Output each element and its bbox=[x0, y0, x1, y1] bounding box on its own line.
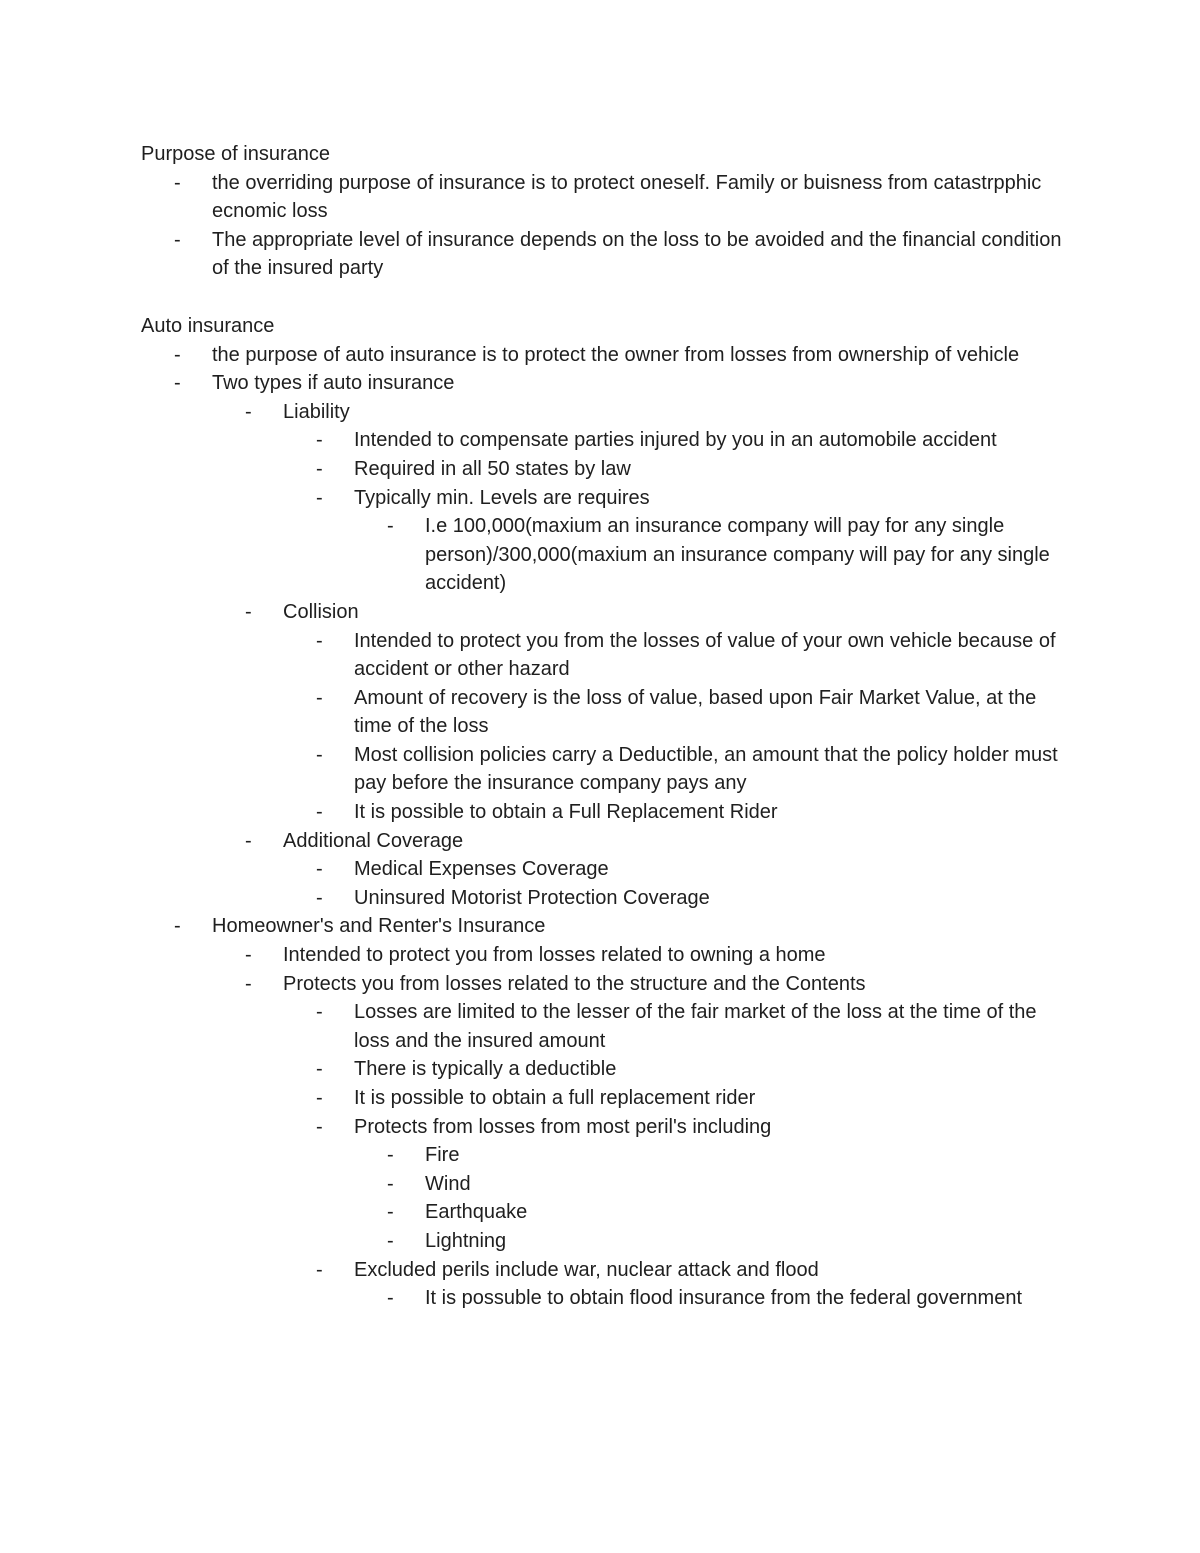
list-item bbox=[174, 912, 1071, 1312]
list-item-text: It is possuble to obtain flood insurance from the federal government bbox=[425, 1287, 1023, 1310]
bullet-list bbox=[283, 855, 1071, 912]
bullet-dash: - bbox=[245, 829, 252, 852]
list-item bbox=[316, 998, 1071, 1055]
list-item bbox=[387, 1170, 1071, 1199]
list-item bbox=[387, 512, 1071, 598]
list-item-text: Uninsured Motorist Protection Coverage bbox=[354, 886, 710, 909]
list-item-text: Two types if auto insurance bbox=[212, 372, 455, 395]
bullet-dash: - bbox=[316, 429, 323, 452]
bullet-dash: - bbox=[174, 171, 181, 194]
list-item-text: Excluded perils include war, nuclear attack and flood bbox=[354, 1258, 819, 1281]
bullet-dash: - bbox=[387, 1287, 394, 1310]
list-item-text: Liability bbox=[283, 400, 350, 423]
list-item-text: The appropriate level of insurance depends on the loss to be avoided and the financial condition of the insured party bbox=[212, 228, 1062, 280]
bullet-dash: - bbox=[387, 515, 394, 538]
bullet-dash: - bbox=[316, 1058, 323, 1081]
list-item-text: There is typically a deductible bbox=[354, 1058, 617, 1081]
bullet-dash: - bbox=[245, 600, 252, 623]
bullet-dash: - bbox=[316, 457, 323, 480]
bullet-dash: - bbox=[387, 1201, 394, 1224]
bullet-dash: - bbox=[174, 343, 181, 366]
list-item-text: Protects from losses from most peril's including bbox=[354, 1115, 772, 1138]
list-item bbox=[387, 1227, 1071, 1256]
list-item bbox=[174, 226, 1071, 283]
bullet-dash: - bbox=[316, 1087, 323, 1109]
bullet-list bbox=[212, 941, 1071, 1313]
bullet-dash: - bbox=[387, 1229, 394, 1252]
bullet-dash: - bbox=[316, 629, 323, 652]
list-item bbox=[316, 741, 1071, 798]
list-item-text: Most collision policies carry a Deductible, an amount that the policy holder must pay before the insurance company pays any bbox=[354, 743, 1058, 795]
list-item bbox=[245, 598, 1071, 827]
bullet-dash: - bbox=[174, 915, 181, 938]
list-item bbox=[316, 884, 1071, 913]
list-item bbox=[316, 1256, 1071, 1313]
list-item-text: Typically min. Levels are requires bbox=[354, 486, 650, 509]
bullet-dash: - bbox=[316, 743, 323, 766]
bullet-dash: - bbox=[316, 801, 323, 824]
list-item-text: Medical Expenses Coverage bbox=[354, 858, 609, 881]
bullet-list bbox=[283, 627, 1071, 827]
list-item-text: Intended to compensate parties injured by you in an automobile accident bbox=[354, 429, 997, 452]
list-item-text: It is possible to obtain a full replacement rider bbox=[354, 1087, 756, 1109]
list-item bbox=[316, 1084, 1071, 1113]
bullet-dash: - bbox=[316, 858, 323, 881]
list-item bbox=[387, 1284, 1071, 1313]
bullet-dash: - bbox=[316, 1001, 323, 1024]
list-item bbox=[245, 398, 1071, 598]
list-item-text: It is possible to obtain a Full Replacement Rider bbox=[354, 801, 778, 824]
bullet-dash: - bbox=[387, 1172, 394, 1195]
bullet-dash: - bbox=[316, 1115, 323, 1138]
list-item-text: Intended to protect you from the losses of value of your own vehicle because of accident or other hazard bbox=[354, 629, 1056, 681]
list-item-text: the purpose of auto insurance is to protect the owner from losses from ownership of vehicle bbox=[212, 343, 1020, 366]
list-item-text: Earthquake bbox=[425, 1201, 528, 1224]
list-item bbox=[316, 627, 1071, 684]
list-item-text: Losses are limited to the lesser of the fair market of the loss at the time of the loss and the insured amount bbox=[354, 1001, 1037, 1052]
bullet-dash: - bbox=[316, 886, 323, 909]
list-item bbox=[316, 484, 1071, 598]
bullet-list bbox=[212, 398, 1071, 913]
list-item bbox=[316, 1055, 1071, 1084]
list-item-text: the overriding purpose of insurance is to protect oneself. Family or buisness from catastrpphic ecnomic loss bbox=[212, 171, 1042, 223]
list-item-text: Wind bbox=[425, 1172, 471, 1195]
document-body bbox=[141, 140, 1071, 1313]
list-item-text: Collision bbox=[283, 600, 359, 623]
list-item-text: Additional Coverage bbox=[283, 829, 464, 852]
list-item bbox=[316, 855, 1071, 884]
bullet-list bbox=[354, 1141, 1071, 1255]
list-item bbox=[316, 1113, 1071, 1256]
bullet-dash: - bbox=[316, 486, 323, 509]
section-title: Purpose of insurance bbox=[141, 143, 331, 165]
list-item-text: Fire bbox=[425, 1144, 460, 1167]
bullet-dash: - bbox=[174, 372, 181, 395]
list-item bbox=[316, 684, 1071, 741]
list-item bbox=[174, 341, 1071, 370]
bullet-list bbox=[354, 1284, 1071, 1313]
list-item bbox=[387, 1198, 1071, 1227]
list-item bbox=[316, 798, 1071, 827]
bullet-list bbox=[141, 169, 1071, 283]
bullet-list bbox=[354, 512, 1071, 598]
bullet-dash: - bbox=[245, 944, 252, 967]
list-item bbox=[316, 455, 1071, 484]
bullet-list bbox=[141, 341, 1071, 1313]
bullet-list bbox=[283, 998, 1071, 1313]
list-item-text: I.e 100,000(maxium an insurance company will pay for any single person)/300,000(maxium an insurance company will pay for any single accident) bbox=[425, 515, 1050, 595]
list-item bbox=[245, 941, 1071, 970]
bullet-dash: - bbox=[316, 1258, 323, 1281]
list-item bbox=[174, 369, 1071, 912]
list-item-text: Intended to protect you from losses related to owning a home bbox=[283, 944, 826, 967]
list-item bbox=[316, 426, 1071, 455]
list-item-text: Homeowner's and Renter's Insurance bbox=[212, 915, 546, 938]
list-item-text: Lightning bbox=[425, 1229, 507, 1252]
list-item bbox=[245, 827, 1071, 913]
list-item bbox=[387, 1141, 1071, 1170]
paragraph-spacer bbox=[141, 283, 1071, 312]
bullet-dash: - bbox=[245, 400, 252, 423]
section-title: Auto insurance bbox=[141, 314, 275, 337]
bullet-dash: - bbox=[174, 228, 181, 251]
list-item-text: Amount of recovery is the loss of value, based upon Fair Market Value, at the time of the loss bbox=[354, 686, 1037, 738]
bullet-list bbox=[283, 426, 1071, 598]
bullet-dash: - bbox=[387, 1144, 394, 1167]
list-item bbox=[245, 970, 1071, 1313]
bullet-dash: - bbox=[245, 972, 252, 995]
bullet-dash: - bbox=[316, 686, 323, 709]
list-item-text: Protects you from losses related to the structure and the Contents bbox=[283, 972, 866, 995]
list-item bbox=[174, 169, 1071, 226]
list-item-text: Required in all 50 states by law bbox=[354, 457, 631, 480]
